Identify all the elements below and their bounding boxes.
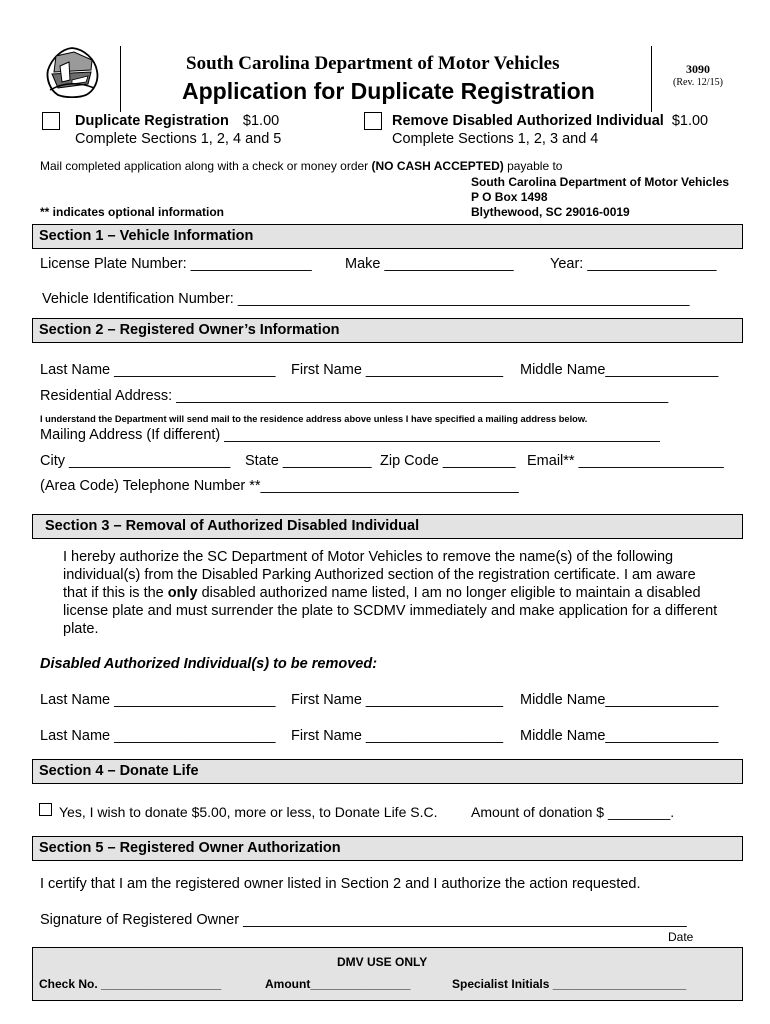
section-3-header: Section 3 – Removal of Authorized Disabled Individual [32, 514, 743, 539]
city-field[interactable]: City ____________________ [40, 453, 231, 469]
duplicate-registration-label: Duplicate Registration [75, 113, 229, 129]
specialist-initials-field: Specialist Initials ____________________ [452, 977, 687, 991]
dmv-amount-field: Amount_______________ [265, 977, 411, 991]
disabled-individuals-subheading: Disabled Authorized Individual(s) to be removed: [40, 656, 378, 672]
section-4-header: Section 4 – Donate Life [32, 759, 743, 784]
year-field[interactable]: Year: ________________ [550, 256, 717, 272]
mail-instructions-text: Mail completed application along with a check or money order [40, 159, 372, 173]
remove-disabled-individual-checkbox[interactable] [364, 112, 382, 130]
section-3-authorization-text [63, 548, 723, 638]
form-revision: (Rev. 12/15) [673, 77, 723, 88]
agency-name: South Carolina Department of Motor Vehicles [186, 53, 560, 74]
disabled-1-first-name-field[interactable]: First Name _________________ [291, 692, 504, 708]
remove-disabled-individual-fee: $1.00 [671, 113, 709, 129]
optional-info-note: ** indicates optional information [40, 205, 225, 219]
owner-last-name-field[interactable]: Last Name ____________________ [40, 362, 276, 378]
make-field[interactable]: Make ________________ [345, 256, 514, 272]
authorization-text-end: disabled authorized name listed, I am no longer eligible to maintain a disabled license plate and must surrender the plate to SCDMV immediately and make application for a different plate. [63, 585, 718, 637]
duplicate-registration-checkbox[interactable] [42, 112, 60, 130]
authorization-text-start: I hereby authorize the SC Department of Motor Vehicles to remove the name(s) of the following individual(s) from the Disabled Parking Authorized section of the registration certificate. I am aware that if this is the [63, 549, 696, 601]
owner-certification-text: I certify that I am the registered owner listed in Section 2 and I authorize the action requested. [40, 876, 641, 892]
owner-signature-field[interactable]: Signature of Registered Owner _______________________________________________________ [40, 912, 687, 928]
mail-address-line-2: P O Box 1498 [471, 190, 548, 204]
mail-instructions-suffix: payable to [503, 159, 563, 173]
telephone-field[interactable]: (Area Code) Telephone Number **________________________________ [40, 478, 519, 494]
duplicate-registration-option [75, 113, 279, 129]
owner-middle-name-field[interactable]: Middle Name______________ [520, 362, 719, 378]
check-number-field: Check No. __________________ [39, 977, 222, 991]
no-cash-notice: (NO CASH ACCEPTED) [371, 159, 504, 173]
mail-address-line-3: Blythewood, SC 29016-0019 [471, 205, 630, 219]
section-1-header: Section 1 – Vehicle Information [32, 224, 743, 249]
disabled-2-middle-name-field[interactable]: Middle Name______________ [520, 728, 719, 744]
email-field[interactable]: Email** __________________ [527, 453, 724, 469]
form-number: 3090 [686, 62, 710, 76]
owner-first-name-field[interactable]: First Name _________________ [291, 362, 504, 378]
mail-instructions [40, 159, 562, 173]
zip-code-field[interactable]: Zip Code _________ [380, 453, 516, 469]
scdmv-state-logo-icon [44, 46, 100, 98]
duplicate-registration-instructions: Complete Sections 1, 2, 4 and 5 [75, 131, 282, 147]
remove-disabled-individual-label: Remove Disabled Authorized Individual [392, 113, 664, 129]
state-field[interactable]: State ___________ [245, 453, 372, 469]
disabled-2-last-name-field[interactable]: Last Name ____________________ [40, 728, 276, 744]
mailing-address-field[interactable]: Mailing Address (If different) ______________________________________________________ [40, 427, 660, 443]
donation-amount-field[interactable]: Amount of donation $ ________. [471, 804, 675, 820]
header-divider-right [651, 46, 652, 112]
form-title: Application for Duplicate Registration [182, 78, 595, 104]
section-5-header: Section 5 – Registered Owner Authorization [32, 836, 743, 861]
header-divider-left [120, 46, 121, 112]
remove-disabled-individual-option [392, 113, 708, 129]
license-plate-field[interactable]: License Plate Number: _______________ [40, 256, 312, 272]
residential-address-field[interactable]: Residential Address: _____________________________________________________________ [40, 388, 669, 404]
remove-disabled-individual-instructions: Complete Sections 1, 2, 3 and 4 [392, 131, 599, 147]
disabled-1-middle-name-field[interactable]: Middle Name______________ [520, 692, 719, 708]
donate-life-label: Yes, I wish to donate $5.00, more or less, to Donate Life S.C. [59, 804, 438, 820]
mail-address-line-1: South Carolina Department of Motor Vehicles [471, 175, 730, 189]
disabled-2-first-name-field[interactable]: First Name _________________ [291, 728, 504, 744]
dmv-use-only-heading: DMV USE ONLY [337, 955, 428, 969]
mailing-notice: I understand the Department will send mail to the residence address above unless I have specified a mailing address below. [40, 414, 588, 424]
duplicate-registration-fee: $1.00 [242, 113, 280, 129]
donate-life-checkbox[interactable] [39, 803, 52, 816]
vin-field[interactable]: Vehicle Identification Number: ________________________________________________________ [42, 291, 690, 307]
section-2-header: Section 2 – Registered Owner’s Information [32, 318, 743, 343]
disabled-1-last-name-field[interactable]: Last Name ____________________ [40, 692, 276, 708]
authorization-text-emphasis: only [167, 585, 198, 601]
signature-date-label: Date [668, 930, 694, 944]
